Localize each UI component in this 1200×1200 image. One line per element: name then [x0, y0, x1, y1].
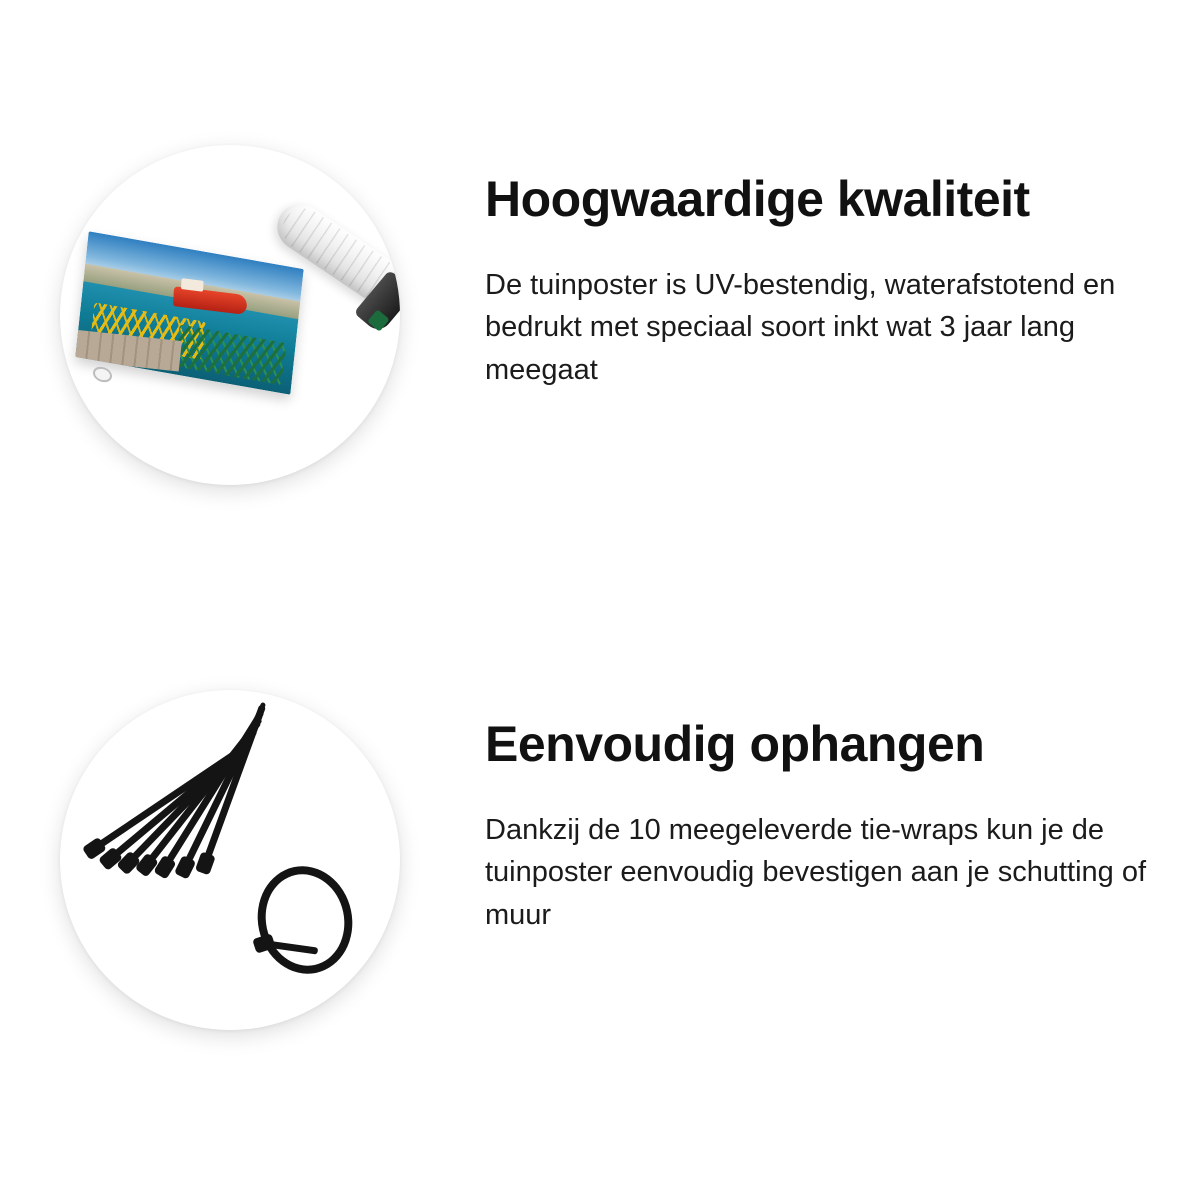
tie-wraps-icon — [78, 758, 384, 968]
feature-title-hanging: Eenvoudig ophangen — [485, 716, 985, 772]
feature-body-quality: De tuinposter is UV-bestendig, waterafstotend en bedrukt met speciaal soort inkt wat 3 jaar lang meegaat — [485, 268, 1116, 387]
hanging-text-column — [485, 690, 1185, 937]
feature-block-hanging — [60, 690, 1185, 1030]
hanging-image-badge — [60, 690, 400, 1030]
tie-wrap-coil — [248, 857, 362, 982]
quality-image-badge — [60, 145, 400, 485]
feature-title-quality: Hoogwaardige kwaliteit — [485, 171, 1030, 227]
quality-text-column — [485, 145, 1185, 392]
feature-block-quality — [60, 145, 1185, 485]
rolled-garden-poster-icon — [82, 217, 382, 417]
feature-body-hanging: Dankzij de 10 meegeleverde tie-wraps kun je de tuinposter eenvoudig bevestigen aan je schutting of muur — [485, 813, 1147, 932]
poster-eyelet — [93, 365, 112, 383]
